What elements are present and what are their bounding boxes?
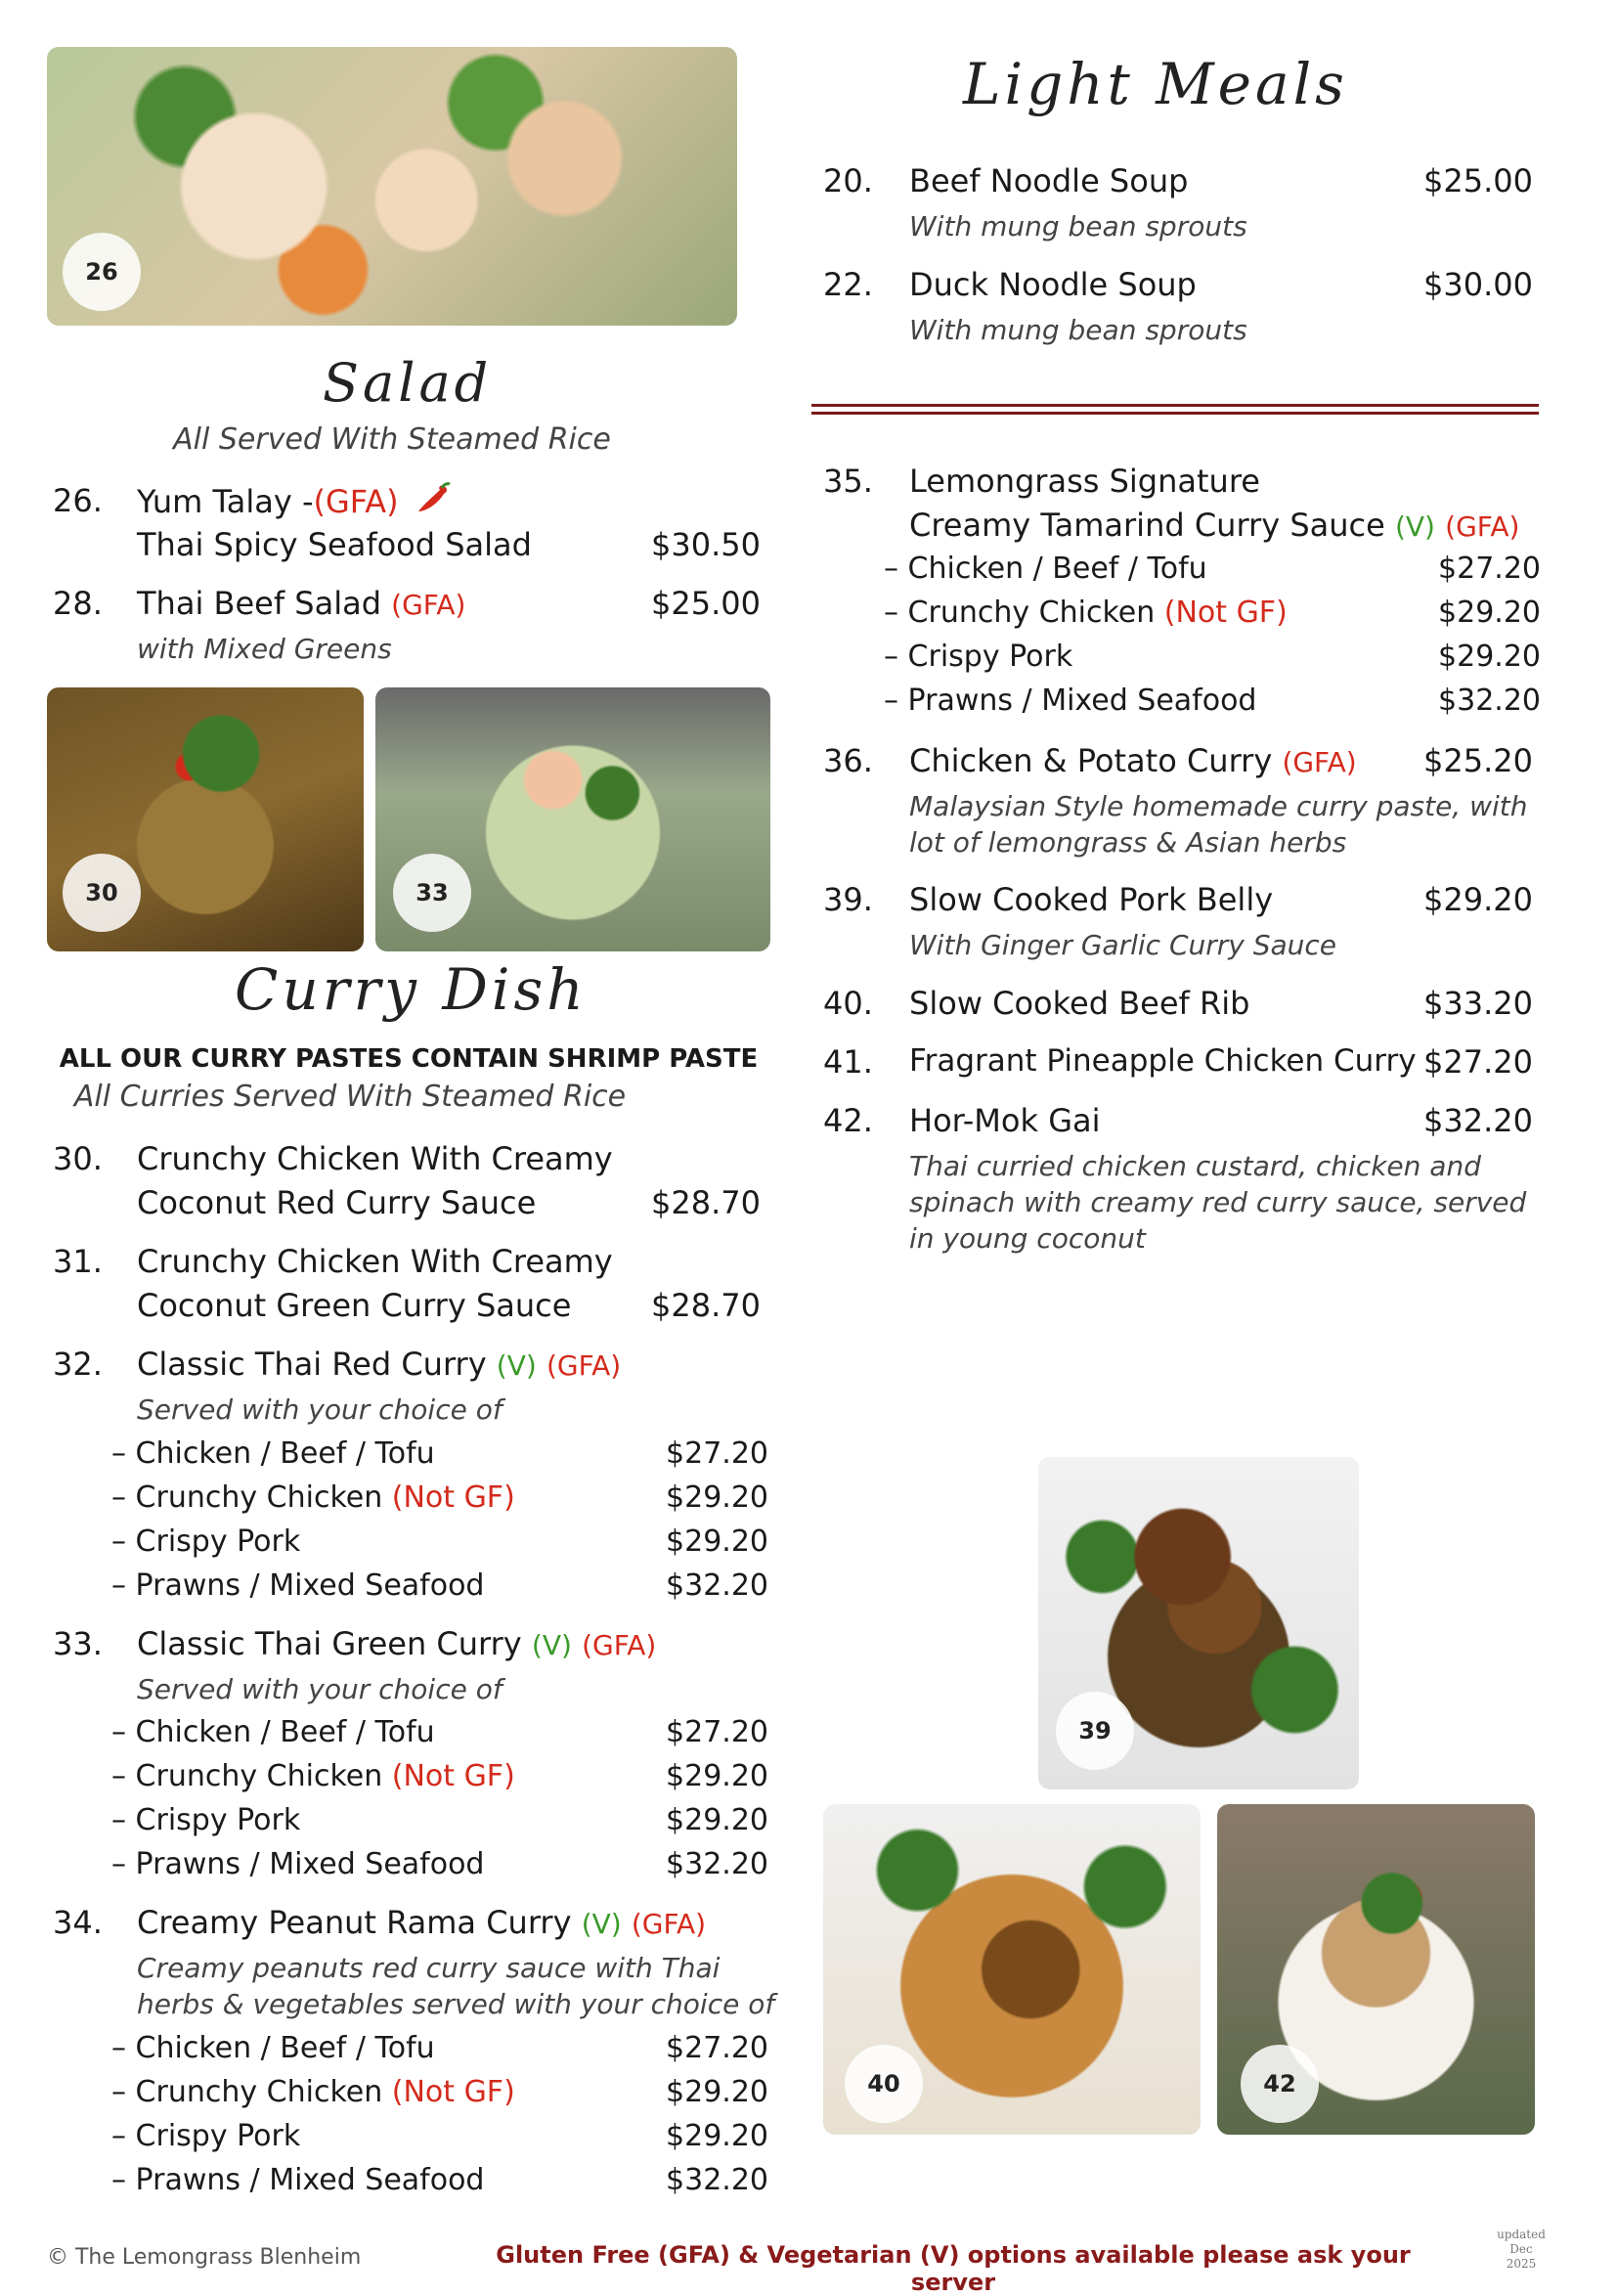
item-num: 28. (53, 585, 103, 622)
option-label: Crispy Pork (135, 1803, 301, 1837)
option-row: – Chicken / Beef / Tofu (884, 552, 1207, 586)
item-name-text: Creamy Tamarind Curry Sauce (909, 507, 1385, 544)
item-name (137, 482, 454, 525)
option-label: Prawns / Mixed Seafood (135, 1847, 485, 1881)
option-price: $29.20 (666, 1480, 768, 1515)
option-row: – Prawns / Mixed Seafood (111, 2163, 485, 2197)
item-num: 31. (53, 1243, 103, 1280)
option-row: – Crispy Pork (884, 640, 1073, 674)
item-num: 39. (823, 881, 873, 918)
updated-month: Dec (1509, 2242, 1533, 2256)
option-price: $29.20 (666, 2075, 768, 2109)
option-label: Crispy Pork (135, 2119, 301, 2153)
option-price: $27.20 (666, 2031, 768, 2065)
item-price: $27.20 (1423, 1043, 1533, 1081)
item-desc: Thai curried chicken custard, chicken and (909, 1150, 1481, 1182)
option-price: $27.20 (666, 1436, 768, 1471)
item-desc: spinach with creamy red curry sauce, served (909, 1186, 1527, 1218)
photo-salad (47, 47, 737, 326)
item-line2: Coconut Red Curry Sauce (137, 1184, 537, 1221)
item-num: 30. (53, 1140, 103, 1177)
option-label: Crispy Pork (135, 1524, 301, 1559)
item-name: Slow Cooked Pork Belly (909, 881, 1274, 918)
item-price: $25.20 (1423, 742, 1533, 779)
photo-badge-33: 33 (393, 854, 471, 932)
curry-subtitle: All Curries Served With Steamed Rice (73, 1080, 627, 1114)
gfa-tag: (GFA) (1445, 510, 1520, 543)
option-price: $32.20 (1438, 684, 1541, 718)
item-line2 (909, 507, 1519, 544)
option-row: – Chicken / Beef / Tofu (111, 1715, 435, 1749)
chili-icon (415, 482, 454, 525)
option-label: Prawns / Mixed Seafood (907, 684, 1257, 718)
item-name (909, 742, 1357, 779)
option-price: $27.20 (666, 1715, 768, 1749)
item-price: $25.00 (1423, 162, 1533, 199)
gfa-tag: (GFA) (582, 1629, 657, 1661)
item-name (137, 585, 465, 622)
gfa-tag: (GFA) (391, 589, 466, 621)
updated-label: updated (1497, 2228, 1546, 2241)
gfa-tag: (GFA) (631, 1908, 707, 1940)
item-num: 22. (823, 266, 873, 303)
option-price: $32.20 (666, 2163, 768, 2197)
salad-title: Salad (323, 352, 493, 414)
item-price: $33.20 (1423, 985, 1533, 1022)
photo-badge-40: 40 (845, 2045, 923, 2123)
option-label: Chicken / Beef / Tofu (907, 552, 1207, 586)
item-line2: Thai Spicy Seafood Salad (137, 526, 532, 563)
item-num: 40. (823, 985, 873, 1022)
item-num: 26. (53, 482, 103, 519)
salad-subtitle: All Served With Steamed Rice (173, 422, 611, 457)
photo-curry-30 (47, 687, 364, 951)
option-row: – Crunchy Chicken (Not GF) (111, 1480, 515, 1515)
option-row: – Prawns / Mixed Seafood (111, 1568, 485, 1603)
item-name: Duck Noodle Soup (909, 266, 1197, 303)
vegetarian-tag: (V) (581, 1908, 622, 1940)
photo-beef-rib-40 (823, 1804, 1201, 2135)
gfa-tag: (GFA) (313, 483, 399, 520)
option-row: – Crunchy Chicken (Not GF) (111, 1759, 515, 1793)
option-label: Prawns / Mixed Seafood (135, 1568, 485, 1603)
not-gf-tag: (Not GF) (1163, 596, 1288, 630)
item-price: $30.50 (651, 526, 761, 563)
item-name: Slow Cooked Beef Rib (909, 985, 1250, 1022)
option-row: – Crunchy Chicken (Not GF) (111, 2075, 515, 2109)
option-price: $29.20 (1438, 596, 1541, 630)
item-desc: With mung bean sprouts (909, 210, 1247, 243)
item-desc: With Ginger Garlic Curry Sauce (909, 929, 1337, 961)
gfa-tag: (GFA) (546, 1349, 622, 1382)
item-desc: Served with your choice of (137, 1393, 503, 1426)
item-num: 33. (53, 1625, 103, 1662)
option-label: Crunchy Chicken (135, 2075, 383, 2109)
item-name-text: Chicken & Potato Curry (909, 742, 1273, 779)
light-meals-title: Light Meals (963, 51, 1348, 117)
option-price: $29.20 (666, 1803, 768, 1837)
item-num: 42. (823, 1102, 873, 1139)
option-price: $29.20 (666, 2119, 768, 2153)
shrimp-paste-warning: ALL OUR CURRY PASTES CONTAIN SHRIMP PASTE (59, 1044, 759, 1074)
item-price: $32.20 (1423, 1102, 1533, 1139)
option-label: Crispy Pork (907, 640, 1073, 674)
item-line1: Crunchy Chicken With Creamy (137, 1243, 613, 1280)
option-label: Chicken / Beef / Tofu (135, 1715, 435, 1749)
item-name: Beef Noodle Soup (909, 162, 1189, 199)
item-line1: Lemongrass Signature (909, 463, 1260, 500)
item-desc: with Mixed Greens (137, 633, 392, 665)
item-name-text: Classic Thai Green Curry (137, 1625, 522, 1662)
vegetarian-tag: (V) (496, 1349, 537, 1382)
option-label: Crunchy Chicken (907, 596, 1156, 630)
item-num: 20. (823, 162, 873, 199)
photo-badge-39: 39 (1056, 1692, 1134, 1770)
option-price: $27.20 (1438, 552, 1541, 586)
item-desc: in young coconut (909, 1222, 1146, 1255)
photo-badge-30: 30 (63, 854, 141, 932)
item-price: $28.70 (651, 1287, 761, 1324)
item-name: Fragrant Pineapple Chicken Curry (909, 1043, 1417, 1079)
item-line1: Crunchy Chicken With Creamy (137, 1140, 613, 1177)
item-num: 35. (823, 463, 873, 500)
gfa-tag: (GFA) (1282, 746, 1357, 778)
item-price: $25.00 (651, 585, 761, 622)
photo-hor-mok-42 (1217, 1804, 1535, 2135)
option-price: $32.20 (666, 1847, 768, 1881)
curry-title: Curry Dish (235, 956, 588, 1023)
photo-badge-42: 42 (1241, 2045, 1319, 2123)
option-label: Crunchy Chicken (135, 1480, 383, 1515)
updated-stamp (1494, 2228, 1549, 2272)
item-desc: Creamy peanuts red curry sauce with Thai (137, 1952, 721, 1984)
item-name: Hor-Mok Gai (909, 1102, 1101, 1139)
option-row: – Crispy Pork (111, 1524, 301, 1559)
option-price: $32.20 (666, 1568, 768, 1603)
option-label: Chicken / Beef / Tofu (135, 2031, 435, 2065)
item-price: $29.20 (1423, 881, 1533, 918)
option-row: – Crunchy Chicken (Not GF) (884, 596, 1288, 630)
option-row: – Prawns / Mixed Seafood (884, 684, 1257, 718)
item-desc: Served with your choice of (137, 1673, 503, 1705)
photo-pork-belly-39 (1038, 1457, 1359, 1789)
not-gf-tag: (Not GF) (391, 1480, 515, 1515)
option-label: Prawns / Mixed Seafood (135, 2163, 485, 2197)
copyright: © The Lemongrass Blenheim (47, 2245, 362, 2270)
option-label: Chicken / Beef / Tofu (135, 1436, 435, 1471)
item-num: 41. (823, 1043, 873, 1081)
vegetarian-tag: (V) (1394, 510, 1435, 543)
photo-badge-26: 26 (63, 233, 141, 311)
option-row: – Prawns / Mixed Seafood (111, 1847, 485, 1881)
photo-curry-33 (375, 687, 770, 951)
option-label: Crunchy Chicken (135, 1759, 383, 1793)
item-desc: Malaysian Style homemade curry paste, with (909, 790, 1528, 822)
item-price: $30.00 (1423, 266, 1533, 303)
item-name-text: Creamy Peanut Rama Curry (137, 1904, 572, 1941)
divider-rule (811, 412, 1539, 415)
item-name (137, 1346, 621, 1383)
option-price: $29.20 (1438, 640, 1541, 674)
updated-year: 2025 (1506, 2257, 1537, 2271)
item-line2: Coconut Green Curry Sauce (137, 1287, 572, 1324)
option-price: $29.20 (666, 1759, 768, 1793)
item-desc: lot of lemongrass & Asian herbs (909, 826, 1347, 859)
option-price: $29.20 (666, 1524, 768, 1559)
divider-rule (811, 404, 1539, 407)
item-desc: herbs & vegetables served with your choice of (137, 1988, 775, 2020)
option-row: – Chicken / Beef / Tofu (111, 1436, 435, 1471)
item-name (137, 1904, 706, 1941)
not-gf-tag: (Not GF) (391, 2075, 515, 2109)
item-num: 36. (823, 742, 873, 779)
item-price: $28.70 (651, 1184, 761, 1221)
dietary-note: Gluten Free (GFA) & Vegetarian (V) options available please ask your server (496, 2241, 1411, 2296)
vegetarian-tag: (V) (531, 1629, 572, 1661)
option-row: – Chicken / Beef / Tofu (111, 2031, 435, 2065)
item-desc: With mung bean sprouts (909, 314, 1247, 346)
item-name-text: Classic Thai Red Curry (137, 1346, 487, 1383)
item-name (137, 1625, 656, 1662)
item-name-text: Yum Talay - (137, 483, 314, 520)
not-gf-tag: (Not GF) (391, 1759, 515, 1793)
option-row: – Crispy Pork (111, 2119, 301, 2153)
item-name-text: Thai Beef Salad (137, 585, 381, 622)
item-num: 32. (53, 1346, 103, 1383)
option-row: – Crispy Pork (111, 1803, 301, 1837)
item-num: 34. (53, 1904, 103, 1941)
